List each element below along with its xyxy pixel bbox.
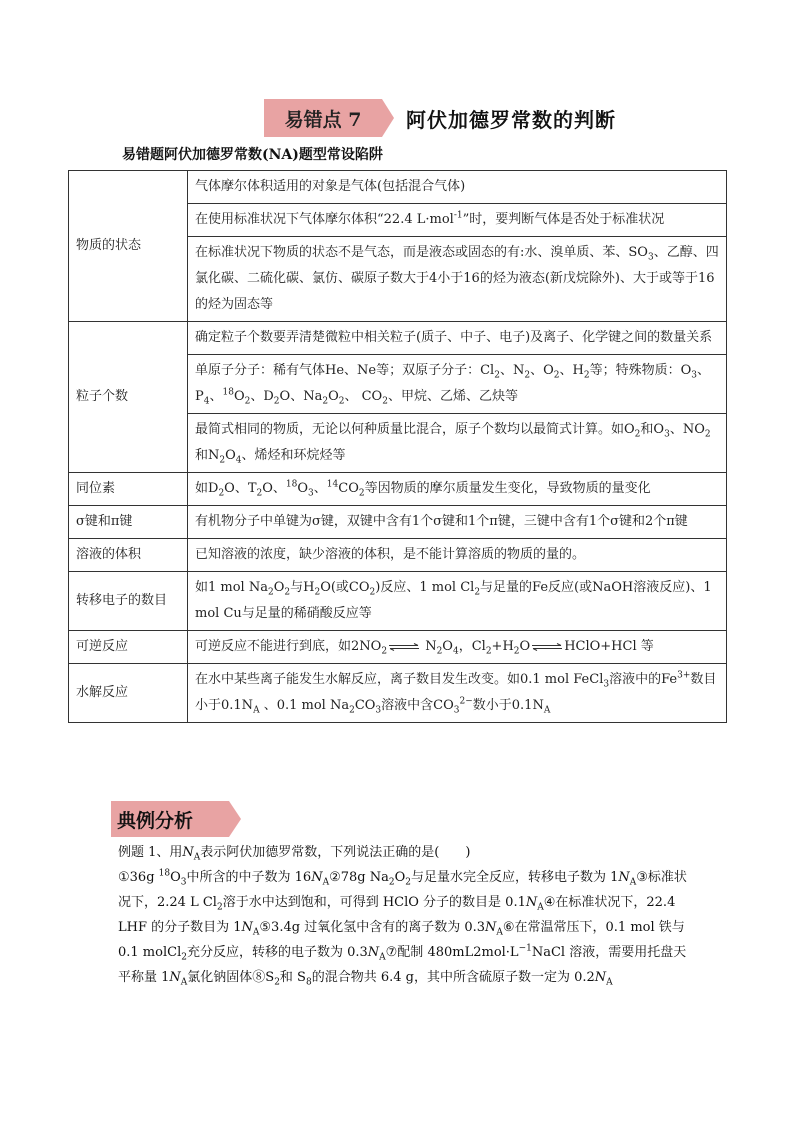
table-row [69, 506, 727, 539]
table-row [69, 664, 727, 723]
category-isotope: 同位素 [69, 473, 188, 506]
particles-desc-1: 确定粒子个数要弄清楚微粒中相关粒子(质子、中子、电子)及离子、化学键之间的数量关系 [188, 322, 727, 355]
example-stem: 例题 1、用$N_A$表示阿伏加德罗常数，下列说法正确的是( ) [118, 845, 471, 863]
category-particles: 粒子个数 [69, 322, 188, 473]
table-row [69, 473, 727, 506]
header-tag: 易错点 7 [264, 99, 382, 137]
header [264, 99, 616, 137]
table-row [69, 322, 727, 355]
equilibrium-arrow-icon [530, 643, 564, 651]
table-row [69, 539, 727, 572]
equilibrium-arrow-icon [387, 643, 421, 651]
table-subtitle: 易错题阿伏加德罗常数(NA)题型常设陷阱 [122, 147, 383, 163]
category-states: 物质的状态 [69, 171, 188, 322]
category-hydrolysis: 水解反应 [69, 664, 188, 723]
table-row [69, 572, 727, 631]
isotope-desc: 如$D_2O$、$T_2O$、$^{18}O_3$、$^{14}CO_2$等因物质的摩尔质量发生变化，导致物质的量变化 [188, 473, 727, 506]
category-volume: 溶液的体积 [69, 539, 188, 572]
states-desc-3: 在标准状况下物质的状态不是气态，而是液态或固态的有:水、溴单质、苯、$SO_3$、乙醇、四氯化碳、二硫化碳、氯仿、碳原子数大于4小于16的烃为液态(新戊烷除外)、大于或等于16的烃为固态等 [188, 237, 727, 322]
header-title: 阿伏加德罗常数的判断 [406, 107, 616, 132]
states-desc-2: 在使用标准状况下气体摩尔体积“22.4 L·mol$^{-1}$”时，要判断气体是否处于标准状况 [188, 204, 727, 237]
table-row [69, 631, 727, 664]
volume-desc: 已知溶液的浓度，缺少溶液的体积，是不能计算溶质的物质的量的。 [188, 539, 727, 572]
reversible-desc: 可逆反应不能进行到底，如$2NO_2$ $N_2O_4$，$Cl_2+H_2O$ HClO+HCl 等 [188, 631, 727, 664]
example-question [118, 840, 693, 990]
electron-desc: 如1 mol $Na_2O_2$与$H_2O$(或$CO_2$)反应、1 mol $Cl_2$与足量的Fe反应(或NaOH溶液反应)、1 mol Cu与足量的稀硝酸反应等 [188, 572, 727, 631]
bond-desc: 有机物分子中单键为σ键，双键中含有1个σ键和1个π键，三键中含有1个σ键和2个π键 [188, 506, 727, 539]
table-row [69, 171, 727, 204]
section-title: 典例分析 [111, 801, 229, 837]
category-bond: σ键和π键 [69, 506, 188, 539]
category-electron: 转移电子的数目 [69, 572, 188, 631]
example-statements: ①36g $^{18}O_3$中所含的中子数为 $16N_A②78g$ $Na_2O_2$与足量水完全反应，转移电子数为 $1N_A③$标准状况下，2.24 L $Cl_2$溶于水中达到饱和，可得到 HClO 分子的数目是 $0.1N_A④$在标准状况下，22.4 LHF 的分子数目为 $1N_A⑤3.4g$ 过氧化氢中含有的离子数为 $0.3N_A⑥$在常温常压下，0.1 mol 铁与 0.1 molCl$_2$充分反应，转移的电子数为 $0.3N_A⑦$配制 $480mL2mol\cdot L^{-1}NaCl$ 溶液，需要用托盘天平称量 $1N_A$氯化钠固体$⑧S_2$和 $S_8$的混合物共 6.4 g，其中所含硫原子数一定为 $0.2N_A$ [118, 868, 687, 988]
particles-desc-3: 最简式相同的物质，无论以何种质量比混合，原子个数均以最简式计算。如$O_2$和$O_3$、$NO_2$和$N_2O_4$、烯烃和环烷烃等 [188, 414, 727, 473]
hydrolysis-desc: 在水中某些离子能发生水解反应，离子数目发生改变。如0.1 mol FeCl$_3$溶液中的$Fe^{3+}$数目小于$0.1N_A$ 、0.1 mol $Na_2CO_3$溶液中含$CO_3^{2-}$数小于$0.1N_A$ [188, 664, 727, 723]
category-reversible: 可逆反应 [69, 631, 188, 664]
trap-table [68, 170, 727, 723]
states-desc-1: 气体摩尔体积适用的对象是气体(包括混合气体) [188, 171, 727, 204]
particles-desc-2: 单原子分子：稀有气体He、Ne等；双原子分子：$Cl_2$、$N_2$、$O_2$、$H_2$等；特殊物质：$O_3$、$P_4$、$^{18}O_2$、$D_2O$、$Na_2O_2$、 $CO_2$、甲烷、乙烯、乙炔等 [188, 355, 727, 414]
